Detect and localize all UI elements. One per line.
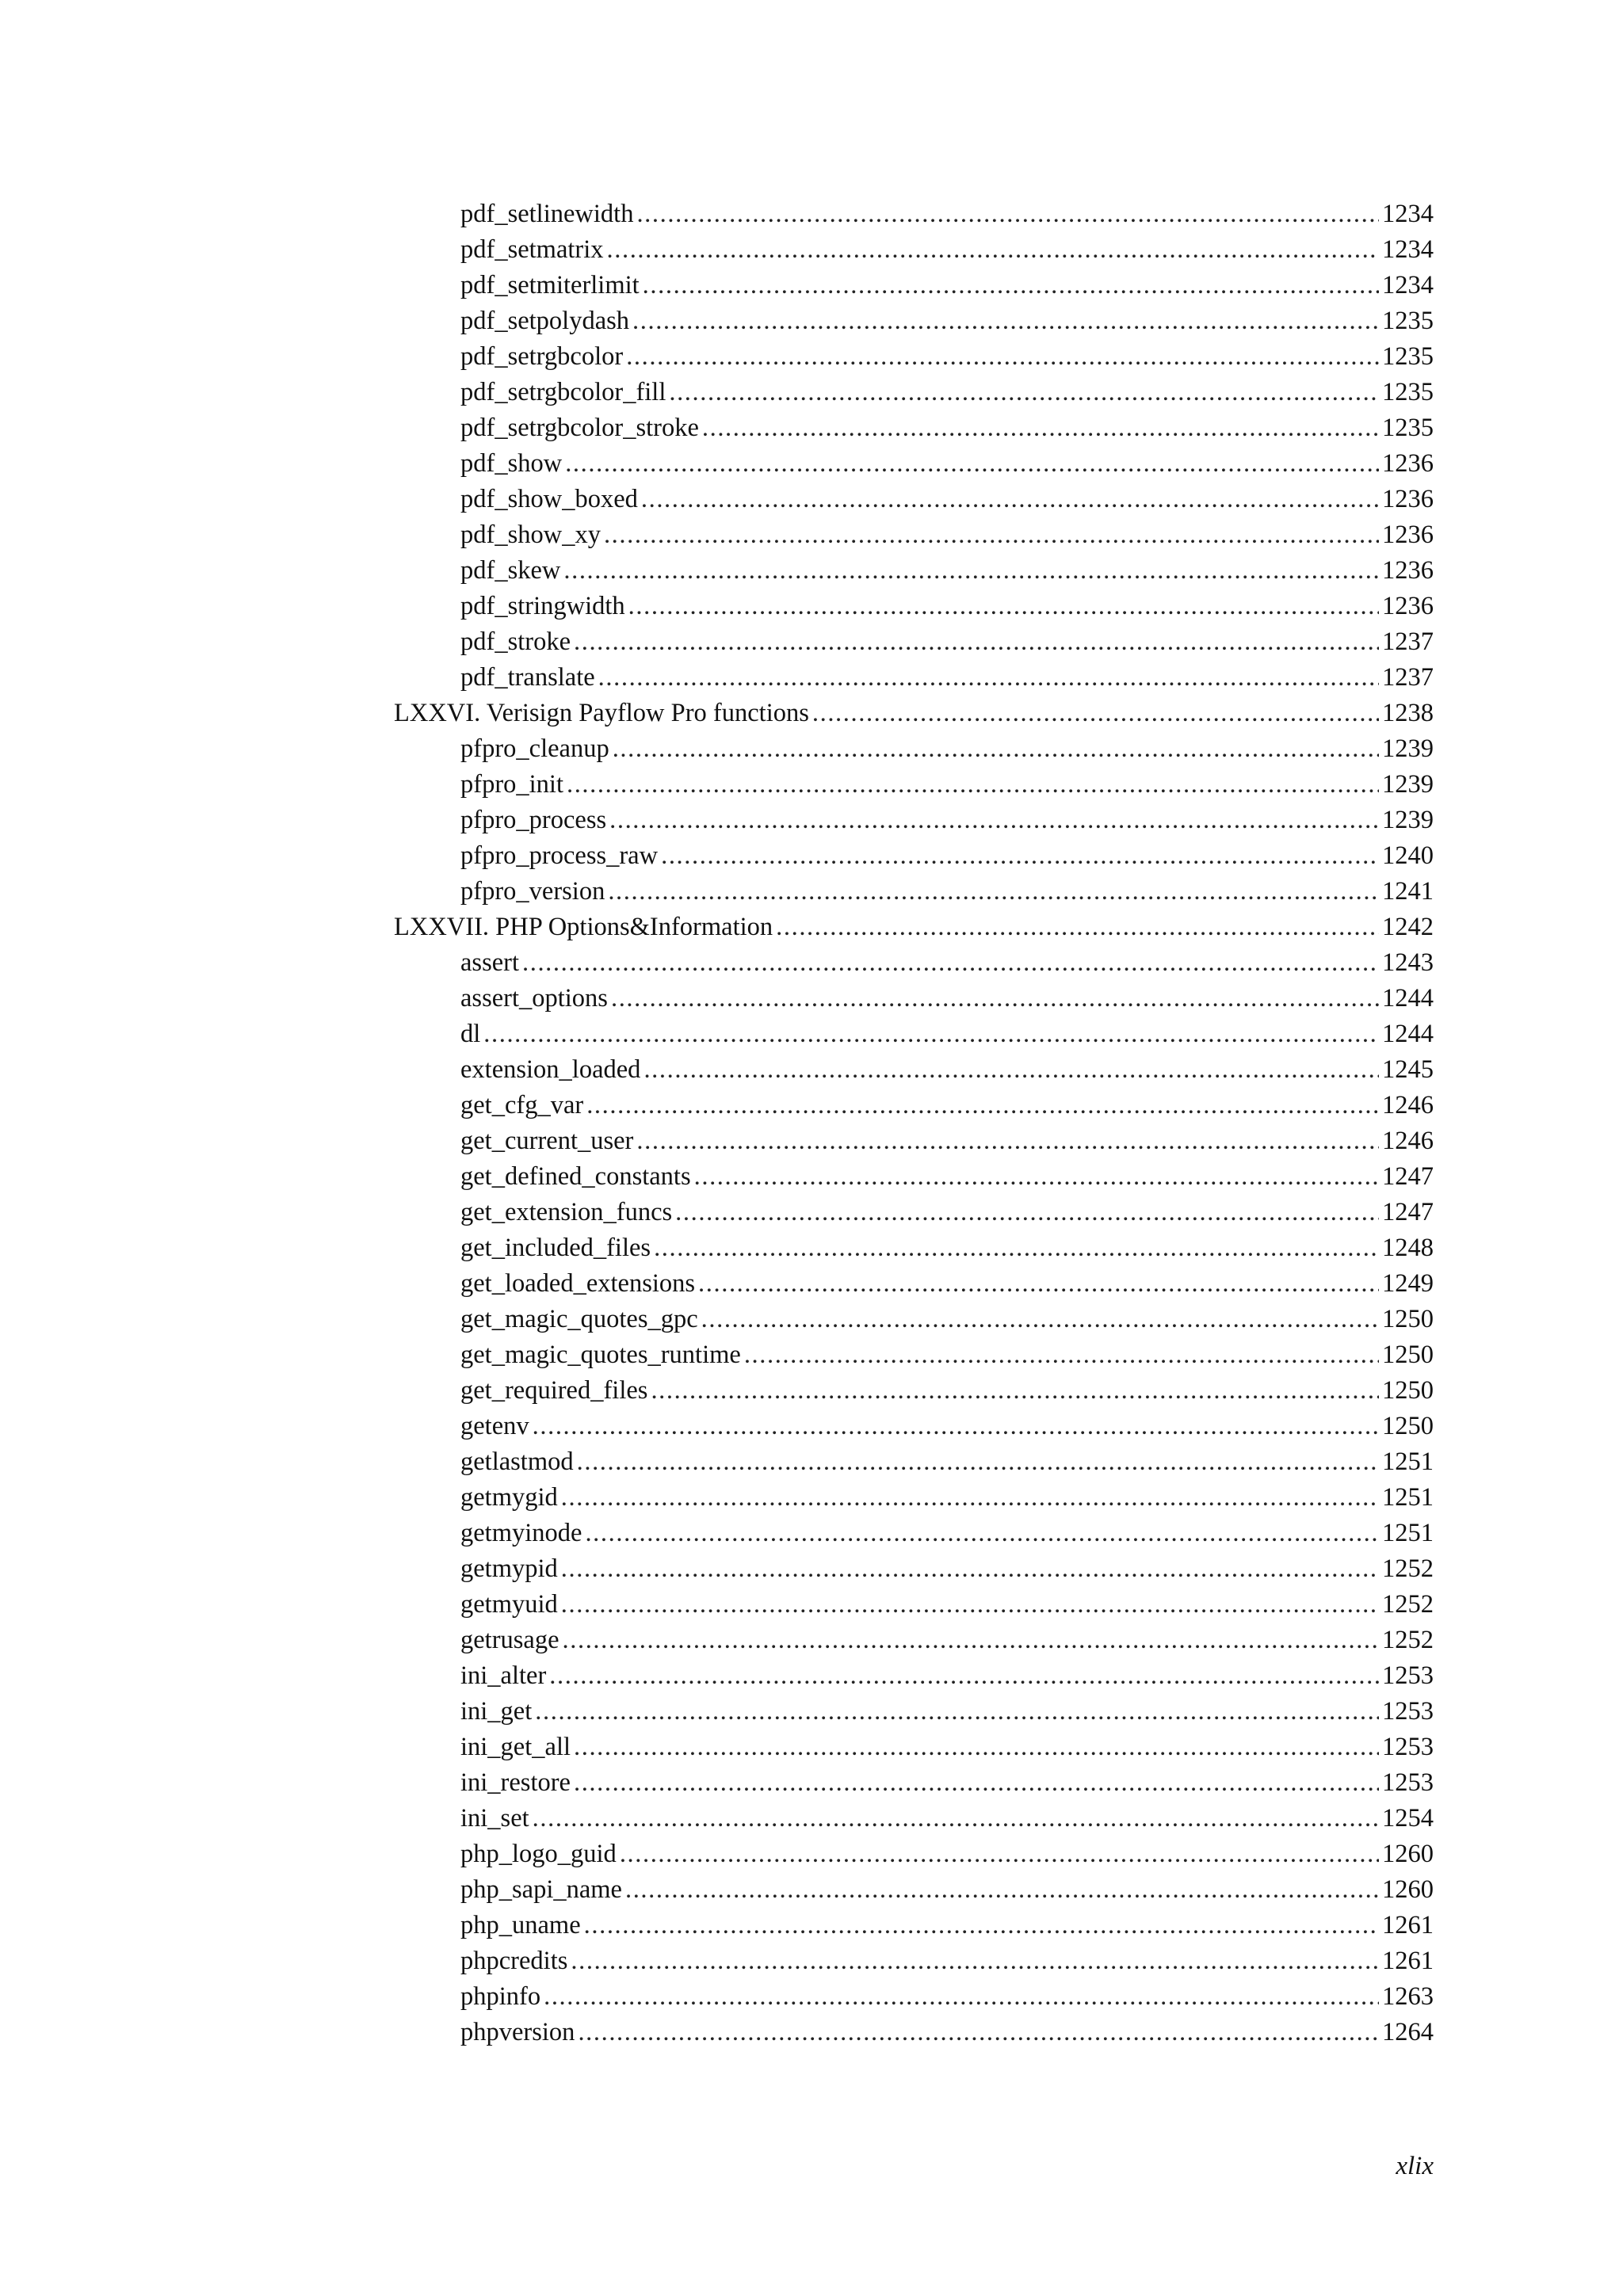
toc-entry-title: ini_set bbox=[460, 1804, 529, 1833]
dot-leader bbox=[578, 2015, 1379, 2050]
toc-entry-page-number: 1252 bbox=[1382, 1554, 1434, 1583]
toc-entry-title: pdf_setlinewidth bbox=[460, 200, 634, 228]
toc-entry-title: pdf_translate bbox=[460, 663, 595, 692]
toc-entry-page-number: 1236 bbox=[1382, 449, 1434, 478]
dot-leader bbox=[702, 410, 1379, 446]
toc-entry-title: getrusage bbox=[460, 1626, 559, 1654]
toc-entry[interactable] bbox=[394, 1444, 1434, 1480]
toc-entry-title: pdf_setrgbcolor bbox=[460, 342, 624, 371]
dot-leader bbox=[609, 803, 1379, 838]
toc-entry-page-number: 1234 bbox=[1382, 235, 1434, 264]
toc-entry-page-number: 1236 bbox=[1382, 592, 1434, 620]
toc-entry[interactable] bbox=[394, 1551, 1434, 1587]
toc-entry-page-number: 1234 bbox=[1382, 271, 1434, 299]
toc-entry[interactable] bbox=[394, 482, 1434, 517]
toc-entry[interactable] bbox=[394, 1230, 1434, 1266]
toc-entry[interactable] bbox=[394, 446, 1434, 482]
toc-entry-title: pdf_setrgbcolor_stroke bbox=[460, 414, 699, 442]
dot-leader bbox=[561, 1551, 1379, 1587]
toc-entry-page-number: 1251 bbox=[1382, 1519, 1434, 1547]
dot-leader bbox=[643, 268, 1379, 303]
toc-entry-title: php_logo_guid bbox=[460, 1840, 617, 1868]
toc-entry-page-number: 1253 bbox=[1382, 1661, 1434, 1690]
dot-leader bbox=[563, 553, 1379, 589]
toc-entry-page-number: 1246 bbox=[1382, 1127, 1434, 1155]
dot-leader bbox=[626, 339, 1379, 375]
toc-entry-title: pdf_show_boxed bbox=[460, 485, 638, 513]
toc-entry[interactable] bbox=[394, 1908, 1434, 1943]
toc-entry[interactable] bbox=[394, 1587, 1434, 1623]
dot-leader bbox=[574, 624, 1379, 660]
toc-entry-title: get_loaded_extensions bbox=[460, 1269, 696, 1298]
toc-entry-page-number: 1264 bbox=[1382, 2018, 1434, 2046]
toc-entry-title: getmypid bbox=[460, 1554, 558, 1583]
toc-entry-page-number: 1237 bbox=[1382, 663, 1434, 692]
toc-entry[interactable] bbox=[394, 1765, 1434, 1801]
dot-leader bbox=[563, 1623, 1379, 1658]
toc-entry-title: pfpro_process_raw bbox=[460, 841, 659, 870]
dot-leader bbox=[651, 1373, 1379, 1409]
toc-entry-title: get_magic_quotes_runtime bbox=[460, 1341, 741, 1369]
toc-entry-page-number: 1243 bbox=[1382, 948, 1434, 977]
dot-leader bbox=[654, 1230, 1379, 1266]
toc-entry-title: pdf_show_xy bbox=[460, 521, 601, 549]
toc-entry-page-number: 1252 bbox=[1382, 1590, 1434, 1619]
dot-leader bbox=[628, 589, 1379, 624]
toc-entry-title: LXXVI. Verisign Payflow Pro functions bbox=[394, 699, 809, 727]
toc-entry-page-number: 1261 bbox=[1382, 1947, 1434, 1975]
toc-entry-page-number: 1263 bbox=[1382, 1982, 1434, 2011]
dot-leader bbox=[636, 196, 1379, 232]
dot-leader bbox=[574, 1730, 1379, 1765]
dot-leader bbox=[698, 1266, 1379, 1302]
dot-leader bbox=[625, 1872, 1379, 1908]
toc-entry-page-number: 1250 bbox=[1382, 1412, 1434, 1440]
toc-entry[interactable] bbox=[394, 1658, 1434, 1694]
toc-entry-page-number: 1252 bbox=[1382, 1626, 1434, 1654]
toc-entry-page-number: 1244 bbox=[1382, 1020, 1434, 1048]
toc-entry-page-number: 1236 bbox=[1382, 521, 1434, 549]
dot-leader bbox=[533, 1409, 1379, 1444]
toc-entry[interactable] bbox=[394, 1195, 1434, 1230]
toc-entry[interactable] bbox=[394, 410, 1434, 446]
toc-entry[interactable] bbox=[394, 1373, 1434, 1409]
toc-entry-title: get_cfg_var bbox=[460, 1091, 584, 1119]
dot-leader bbox=[577, 1444, 1379, 1480]
toc-entry-page-number: 1239 bbox=[1382, 734, 1434, 763]
toc-entry-title: get_current_user bbox=[460, 1127, 634, 1155]
toc-entry-title: php_uname bbox=[460, 1911, 581, 1939]
dot-leader bbox=[584, 1908, 1379, 1943]
dot-leader bbox=[567, 767, 1379, 803]
toc-entry-title: assert bbox=[460, 948, 519, 977]
dot-leader bbox=[574, 1765, 1379, 1801]
dot-leader bbox=[608, 874, 1379, 910]
toc-entry-page-number: 1254 bbox=[1382, 1804, 1434, 1833]
toc-entry-title: pdf_setrgbcolor_fill bbox=[460, 378, 666, 406]
toc-entry[interactable] bbox=[394, 517, 1434, 553]
dot-leader bbox=[744, 1337, 1379, 1373]
dot-leader bbox=[641, 482, 1379, 517]
toc-entry-title: ini_get bbox=[460, 1697, 533, 1726]
toc-entry-title: LXXVII. PHP Options&Information bbox=[394, 913, 773, 941]
dot-leader bbox=[544, 1979, 1379, 2015]
toc-entry-title: get_magic_quotes_gpc bbox=[460, 1305, 698, 1333]
dot-leader bbox=[613, 731, 1379, 767]
toc-entry[interactable] bbox=[394, 1943, 1434, 1979]
toc-entry[interactable] bbox=[394, 196, 1434, 232]
dot-leader bbox=[561, 1480, 1379, 1516]
toc-entry-title: phpinfo bbox=[460, 1982, 541, 2011]
toc-entry[interactable] bbox=[394, 1730, 1434, 1765]
toc-entry-title: extension_loaded bbox=[460, 1055, 641, 1084]
toc-entry[interactable] bbox=[394, 1872, 1434, 1908]
toc-entry[interactable] bbox=[394, 1801, 1434, 1836]
toc-entry-title: get_defined_constants bbox=[460, 1162, 691, 1191]
dot-leader bbox=[604, 517, 1379, 553]
toc-entry-page-number: 1234 bbox=[1382, 200, 1434, 228]
toc-entry-title: pdf_setmatrix bbox=[460, 235, 604, 264]
toc-entry-page-number: 1239 bbox=[1382, 770, 1434, 799]
toc-entry-title: getlastmod bbox=[460, 1447, 574, 1476]
toc-entry-page-number: 1261 bbox=[1382, 1911, 1434, 1939]
toc-entry-page-number: 1250 bbox=[1382, 1341, 1434, 1369]
dot-leader bbox=[620, 1836, 1379, 1872]
toc-entry-title: getmyinode bbox=[460, 1519, 582, 1547]
toc-entry-page-number: 1235 bbox=[1382, 307, 1434, 335]
toc-entry-page-number: 1253 bbox=[1382, 1697, 1434, 1726]
dot-leader bbox=[586, 1088, 1379, 1123]
toc-entry-page-number: 1248 bbox=[1382, 1234, 1434, 1262]
toc-entry[interactable] bbox=[394, 339, 1434, 375]
toc-entry[interactable] bbox=[394, 731, 1434, 767]
dot-leader bbox=[669, 375, 1379, 410]
toc-entry[interactable] bbox=[394, 803, 1434, 838]
dot-leader bbox=[522, 945, 1379, 981]
toc-entry[interactable] bbox=[394, 268, 1434, 303]
toc-entry-page-number: 1235 bbox=[1382, 378, 1434, 406]
toc-entry-page-number: 1235 bbox=[1382, 414, 1434, 442]
toc-entry-page-number: 1245 bbox=[1382, 1055, 1434, 1084]
toc-entry-title: getenv bbox=[460, 1412, 529, 1440]
toc-entry-page-number: 1249 bbox=[1382, 1269, 1434, 1298]
toc-chapter-entry[interactable] bbox=[394, 910, 1434, 945]
toc-entry[interactable] bbox=[394, 1480, 1434, 1516]
toc-entry-page-number: 1253 bbox=[1382, 1768, 1434, 1797]
dot-leader bbox=[598, 660, 1379, 696]
toc-entry-title: pdf_setpolydash bbox=[460, 307, 630, 335]
toc-entry[interactable] bbox=[394, 1623, 1434, 1658]
toc-entry[interactable] bbox=[394, 1694, 1434, 1730]
toc-entry[interactable] bbox=[394, 981, 1434, 1016]
toc-entry[interactable] bbox=[394, 1409, 1434, 1444]
page-number: xlix bbox=[1396, 2152, 1434, 2180]
dot-leader bbox=[694, 1159, 1379, 1195]
toc-entry[interactable] bbox=[394, 553, 1434, 589]
toc-entry-page-number: 1250 bbox=[1382, 1305, 1434, 1333]
toc-entry-title: pdf_show bbox=[460, 449, 563, 478]
toc-entry[interactable] bbox=[394, 838, 1434, 874]
toc-entry-page-number: 1251 bbox=[1382, 1483, 1434, 1512]
toc-entry-title: ini_alter bbox=[460, 1661, 547, 1690]
toc-entry-page-number: 1260 bbox=[1382, 1875, 1434, 1904]
toc-entry-title: pfpro_cleanup bbox=[460, 734, 609, 763]
toc-entry[interactable] bbox=[394, 589, 1434, 624]
toc-entry-page-number: 1241 bbox=[1382, 877, 1434, 906]
toc-entry-title: php_sapi_name bbox=[460, 1875, 622, 1904]
toc-entry-title: phpversion bbox=[460, 2018, 575, 2046]
dot-leader bbox=[571, 1943, 1379, 1979]
dot-leader bbox=[535, 1694, 1379, 1730]
dot-leader bbox=[661, 838, 1379, 874]
toc-entry[interactable] bbox=[394, 1337, 1434, 1373]
toc-entry[interactable] bbox=[394, 1159, 1434, 1195]
toc-entry[interactable] bbox=[394, 2015, 1434, 2050]
dot-leader bbox=[561, 1587, 1379, 1623]
toc-entry-page-number: 1247 bbox=[1382, 1198, 1434, 1226]
toc-entry-page-number: 1247 bbox=[1382, 1162, 1434, 1191]
toc-entry[interactable] bbox=[394, 1266, 1434, 1302]
toc-entry[interactable] bbox=[394, 232, 1434, 268]
toc-entry[interactable] bbox=[394, 874, 1434, 910]
toc-entry-title: pfpro_version bbox=[460, 877, 605, 906]
toc-entry-page-number: 1237 bbox=[1382, 627, 1434, 656]
toc-chapter-entry[interactable] bbox=[394, 696, 1434, 731]
toc-entry[interactable] bbox=[394, 945, 1434, 981]
dot-leader bbox=[812, 696, 1379, 731]
dot-leader bbox=[611, 981, 1379, 1016]
toc-entry-page-number: 1238 bbox=[1382, 699, 1434, 727]
toc-entry-page-number: 1260 bbox=[1382, 1840, 1434, 1868]
toc-entry[interactable] bbox=[394, 1302, 1434, 1337]
toc-entry[interactable] bbox=[394, 1088, 1434, 1123]
toc-entry-title: getmyuid bbox=[460, 1590, 558, 1619]
toc-entry-page-number: 1235 bbox=[1382, 342, 1434, 371]
toc-entry-title: phpcredits bbox=[460, 1947, 568, 1975]
toc-entry[interactable] bbox=[394, 1052, 1434, 1088]
toc-entry-title: dl bbox=[460, 1020, 481, 1048]
dot-leader bbox=[549, 1658, 1379, 1694]
dot-leader bbox=[675, 1195, 1379, 1230]
dot-leader bbox=[565, 446, 1379, 482]
toc-entry-title: pdf_setmiterlimit bbox=[460, 271, 640, 299]
toc-entry-page-number: 1246 bbox=[1382, 1091, 1434, 1119]
toc-entry[interactable] bbox=[394, 1123, 1434, 1159]
toc-entry-title: pdf_skew bbox=[460, 556, 561, 585]
toc-entry-title: ini_restore bbox=[460, 1768, 571, 1797]
dot-leader bbox=[483, 1016, 1379, 1052]
toc-entry[interactable] bbox=[394, 1836, 1434, 1872]
table-of-contents bbox=[394, 196, 1434, 2050]
toc-entry-title: ini_get_all bbox=[460, 1733, 571, 1761]
dot-leader bbox=[643, 1052, 1379, 1088]
toc-entry[interactable] bbox=[394, 303, 1434, 339]
toc-entry-page-number: 1239 bbox=[1382, 806, 1434, 834]
dot-leader bbox=[533, 1801, 1379, 1836]
toc-entry-title: getmygid bbox=[460, 1483, 558, 1512]
toc-entry-page-number: 1251 bbox=[1382, 1447, 1434, 1476]
toc-entry-page-number: 1244 bbox=[1382, 984, 1434, 1013]
toc-entry-page-number: 1240 bbox=[1382, 841, 1434, 870]
dot-leader bbox=[701, 1302, 1379, 1337]
toc-entry[interactable] bbox=[394, 375, 1434, 410]
toc-entry-page-number: 1242 bbox=[1382, 913, 1434, 941]
toc-entry-title: get_included_files bbox=[460, 1234, 651, 1262]
toc-entry-title: get_extension_funcs bbox=[460, 1198, 673, 1226]
toc-entry-title: get_required_files bbox=[460, 1376, 648, 1405]
toc-entry-title: pdf_stringwidth bbox=[460, 592, 625, 620]
toc-entry-title: pdf_stroke bbox=[460, 627, 571, 656]
toc-entry[interactable] bbox=[394, 1516, 1434, 1551]
dot-leader bbox=[607, 232, 1379, 268]
toc-entry-title: pfpro_init bbox=[460, 770, 563, 799]
toc-entry[interactable] bbox=[394, 660, 1434, 696]
toc-entry[interactable] bbox=[394, 1016, 1434, 1052]
toc-entry-page-number: 1250 bbox=[1382, 1376, 1434, 1405]
toc-entry[interactable] bbox=[394, 624, 1434, 660]
toc-entry[interactable] bbox=[394, 1979, 1434, 2015]
dot-leader bbox=[585, 1516, 1379, 1551]
dot-leader bbox=[776, 910, 1379, 945]
toc-entry[interactable] bbox=[394, 767, 1434, 803]
toc-entry-page-number: 1253 bbox=[1382, 1733, 1434, 1761]
dot-leader bbox=[636, 1123, 1379, 1159]
toc-entry-page-number: 1236 bbox=[1382, 485, 1434, 513]
toc-entry-title: assert_options bbox=[460, 984, 608, 1013]
toc-entry-page-number: 1236 bbox=[1382, 556, 1434, 585]
dot-leader bbox=[632, 303, 1379, 339]
toc-entry-title: pfpro_process bbox=[460, 806, 607, 834]
